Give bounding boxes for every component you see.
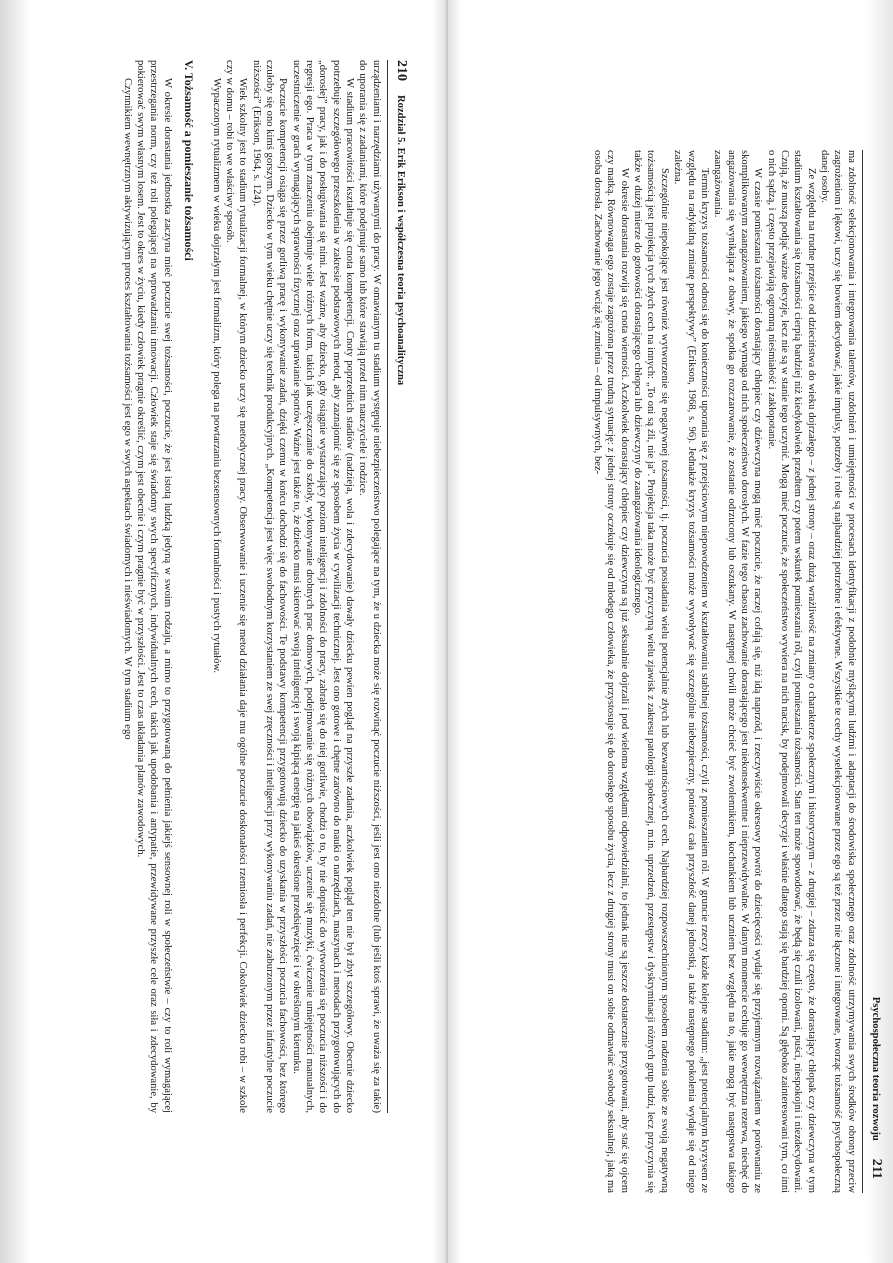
paragraph: W okresie dorastania rozwija się cnota wierności. Aczkolwiek dorastający chłopiec czy dziewczyna są już seksualnie dojrzali i pod wieloma względami odpowiedzialni, to jednak nie są jeszcze dostatecznie przygotowani, aby stać się ojcem czy matką. Równowaga ego zostaje zagrożona przez trudną sytuację: z jednej strony oczekuje się od młodego człowieka, że przystosuje się do dorosłego sposobu życia, lecz z drugiej strony musi on sobie odmawiać swobody seksualnej, jaką ma osoba dorosła. Zachowanie jego wciąż się zmienia – od impulsywnych, bez- xyxy=(592,150,630,1193)
page-210 xyxy=(0,0,446,1263)
paragraph: ma zdolność selekcjonowania i integrowania talentów, uzdolnień i umiejętności w procesach identyfikacji z podobnie myślącymi ludźmi i adaptacji do środowiska społecznego oraz zdolność utrzymywania swych środków obrony przeciw zagrożeniom i lękowi, uczy się bowiem decydować, jakie impulsy, potrzeby i role są najbardziej potrzebne i efektywne. Wszystkie te cechy wyselekcjonowane przez ego są też przez nie łączone i integrowane, tworząc tożsamość psychospołeczną danej osoby. xyxy=(818,150,857,1193)
chapter-title: Rozdział 5. Erik Erikson i współczesna teoria psychoanalityczna xyxy=(395,95,406,386)
paragraph: Szczególnie niepokojące jest również wytworzenie się negatywnej tożsamości, tj. poczucia posiadania wielu potencjalnie złych lub bezwartościowych cech. Najbardziej rozpowszechnionym sposobem radzenia sobie ze swoją negatywną tożsamością jest projekcja tych złych cech na innych: „To oni są źli, nie ja”. Projekcja taka może być przyczyną wielu zjawisk z zakresu patologii społecznej, m.in. uprzedzeń, przestępstw i dyskryminacji różnych grup ludzi, lecz przyczynia się także w dużej mierze do gotowości dorastającego chłopca lub dziewczyny do zaangażowania ideologicznego. xyxy=(632,150,670,1193)
header-rule xyxy=(387,60,388,1113)
paragraph: W stadium pracowitości kształtuje się cnota kompetencji. Cnoty poprzednich stadiów (nadzieja, wola i zdecydowanie) dawały dziecku pewien pogląd na przyszłe zadania, aczkolwiek pogląd ten nie był zbyt szczegółowy. Obecnie dziecko potrzebuje szczegółowego przeszkolenia w zakresie podstawowych metod, aby zaznajomić się ze sposobem życia w cywilizacji technicznej. Jest ono gotowe i chętne zarówno do nauki o narzędziach, maszynach i metodach przygotowujących do „dorosłej” pracy, jak i do posługiwania się nimi. Jest ważne, aby dziecko, gdy osiągnie wystarczający poziom inteligencji i zdolności do pracy, zabrało się do niej gorliwie, chodzi o to, by nie dopuścić do wytworzenia się poczucia niższości i do regresji ego. Praca w tym znaczeniu obejmuje wiele różnych form, takich jak uczęszczanie do szkoły, wykonywanie drobnych prac domowych, podejmowanie się różnych obowiązków, uczenie się muzyki, ćwiczenie umiejętności manualnych, uczestniczenie w grach wymagających sprawności fizycznej oraz uprawianie sportów. Ważne jest także to, że dziecko musi skierować swoją inteligencję i swoją kipiącą energię na jakieś określone przedsięwzięcie i w określonym kierunku. xyxy=(290,60,355,1113)
paragraph: W czasie pomieszania tożsamości dorastający chłopiec czy dziewczyna mogą mieć poczucie, że raczej cofają się, niż idą naprzód, i rzeczywiście okresowy powrót do dziecięcości wydaje się przyjemnym rozwiązaniem w porównaniu ze skomplikowanym zaangażowaniem, jakiego wymaga od nich społeczeństwo dorosłych. W fazie tego chaosu zachowanie dorastającego jest niekonsekwentne i nieprzewidywalne. W danym momencie cechuje go wewnętrzna rezerwa, niechęć do angażowania się wynikająca z obawy, że spotka go rozczarowanie, że zostanie odrzucony lub oszukany. W następnej chwili może chcieć być zwolennikiem, kochankiem lub uczniem bez względu na to, jakie mogą być następstwa takiego zaangażowania. xyxy=(712,150,764,1193)
paragraph: Wypaczonym rytualizmem w wieku dojrzałym jest formalizm, który polega na powtarzaniu bezsensownych formalności i pustych rytuałów. xyxy=(210,78,222,673)
paragraph: Ze względu na trudne przejście od dzieciństwa do wieku dojrzałego – z jednej strony – oraz dużą wrażliwość na zmiany o charakterze społecznym i historycznym – z drugiej – zdarza się często, że dorastający chłopak czy dziewczyna w tym stadium kształtowania się tożsamości cierpią bardziej niż kiedykolwiek przedtem czy potem wskutek pomieszania ról, czyli pomieszania tożsamości. Stan ten może spowodować, że będą się czuli izolowani, puści, niespokojni i niezdecydowani. Czują, że muszą podjąć ważne decyzje, lecz nie są w stanie tego uczynić. Mogą mieć poczucie, że społeczeństwo wywiera na nich nacisk, by podejmowali decyzje i właśnie dlatego stają się bardziej oporni. Są głęboko zainteresowani tym, co inni o nich sądzą, i często przejawiają ogromną nieśmiałość i zakłopotanie. xyxy=(765,150,817,1193)
running-header xyxy=(869,150,883,1193)
page-number: 210 xyxy=(394,60,409,81)
header-rule xyxy=(862,150,863,1193)
paragraph: W okresie dorastania jednostka zaczyna mieć poczucie swej tożsamości, poczucie, że jest istotą ludzką jedyną w swoim rodzaju, a mimo to przygotowaną do pełnienia jakiejś sensownej roli w społeczeństwie – czy to roli wymagającej przestrzegania norm, czy też roli polegającej na wprowadzaniu innowacji. Człowiek staje się świadomy swych specyficznych, indywidualnych cech, takich jak upodobania i antypatie, przewidywane przyszłe cele oraz siła i zdecydowanie, by pokierować swym własnym losem. Jest to okres w życiu, kiedy człowiek pragnie określić, czym jest obecnie i czym pragnie być w przyszłości. Jest to czas układania planów zawodowych. xyxy=(135,60,173,1113)
page-number: 211 xyxy=(869,1158,884,1179)
paragraph: Termin kryzys tożsamości odnosi się do konieczności uporania się z przejściowym niepowodzeniem w kształtowaniu stabilnej tożsamości, czyli z pomieszaniem ról. W gruncie rzeczy każde kolejne stadium: „jest potencjalnym kryzysem ze względu na radykalną zmianę perspektywy” (Erikson, 1968, s. 96). Jednakże kryzys tożsamości może wywoływać się szczególnie niebezpieczny, ponieważ cała przyszłość danej jednostki, a także następnego pokolenia wydaje się od niego zależna. xyxy=(672,150,710,1193)
paragraph: Poczucie kompetencji osiąga się przez gorliwą pracę i wykonywanie zadań, dzięki czemu w końcu dochodzi się do fachowości. Te podstawy kompetencji przygotowują dziecko do uzyskania w przyszłości poczucia fachowości, bez którego czułoby się ono kimś gorszym. Dziecko w tym wieku chętnie uczy się technik produkcyjnych. „Kompetencja jest więc swobodnym korzystaniem ze swej zręczności i inteligencji przy wykonywaniu zadań, nie zaburzonym przez infantylne poczucie niższości” (Erikson, 1964, s. 124). xyxy=(250,60,289,1113)
section-heading: V. Tożsamość a pomieszanie tożsamości xyxy=(182,60,197,261)
page-211 xyxy=(446,0,893,1263)
paragraph: urządzeniami i narzędziami używanymi do pracy. W omawianym tu stadium występuje niebezpieczeństwo polegające na tym, że u dziecka może się rozwinąć poczucie niższości, jeśli jest ono niezdolne (lub jeśli ktoś sprawi, że uważa się za takie) do uporania się z zadaniami, które podejmuje samo lub które stawiają przed nim nauczyciele i rodzice. xyxy=(357,60,382,1113)
running-header xyxy=(394,60,408,1113)
paragraph: Wiek szkolny jest to stadium rytualizacji formalnej, w którym dziecko uczy się metodycznej pracy. Obserwowanie i uczenie się metod działania daje mu ogólne poczucie doskonałości rzemiosła i perfekcji. Cokolwiek dziecko robi – w szkole czy w domu – robi to we właściwy sposób. xyxy=(223,60,249,1113)
chapter-title: Psychospołeczna teoria rozwoju xyxy=(870,996,881,1141)
paragraph: Czynnikiem wewnętrznym aktywizującym proces kształtowania tożsamości jest ego w swych aspektach świadomych i nieświadomych. W tym stadium ego xyxy=(121,78,133,740)
